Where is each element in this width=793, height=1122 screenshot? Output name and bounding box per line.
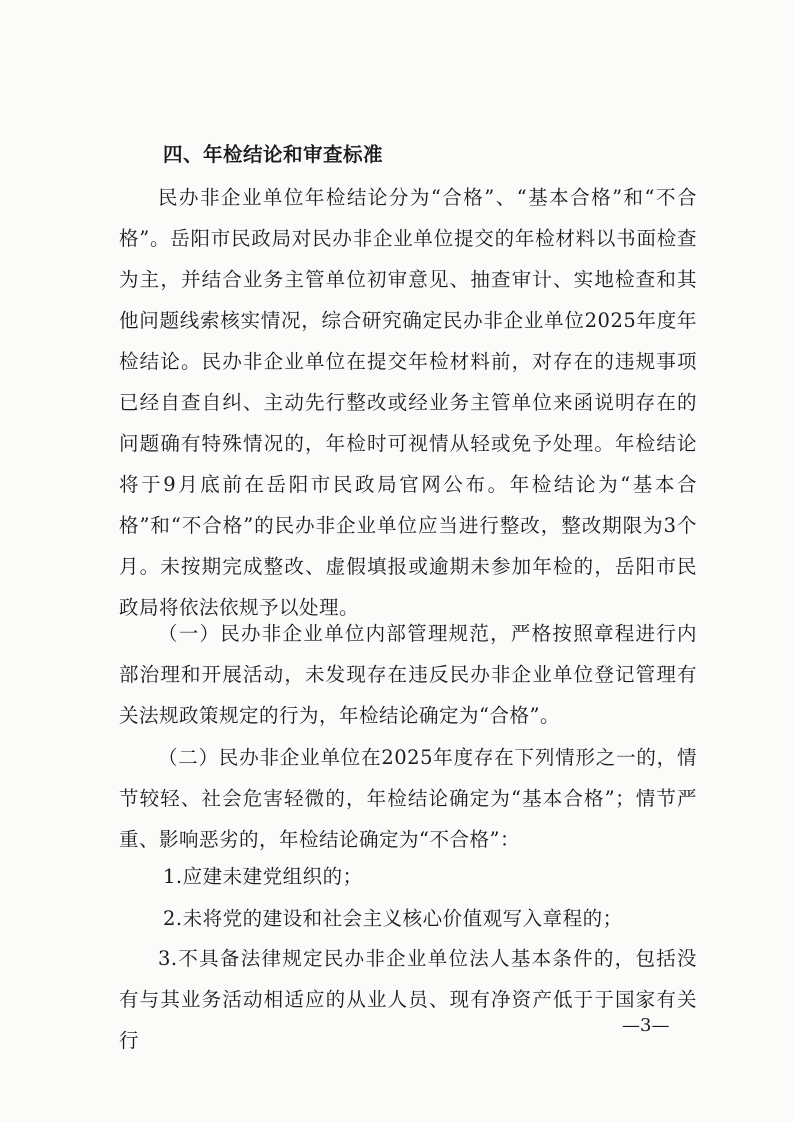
- paragraph-conclusion-overview: 民办非企业单位年检结论分为“合格”、“基本合格”和“不合格”。岳阳市民政局对民办非企业单位提交的年检材料以书面检查为主，并结合业务主管单位初审意见、抽查审计、实地检查和其他问题线索核实情况，综合研究确定民办非企业单位2025年度年检结论。民办非企业单位在提交年检材料前，对存在的违规事项已经自查自纠、主动先行整改或经业务主管单位来函说明存在的问题确有特殊情况的，年检时可视情从轻或免予处理。年检结论将于9月底前在岳阳市民政局官网公布。年检结论为“基本合格”和“不合格”的民办非企业单位应当进行整改，整改期限为3个月。未按期完成整改、虚假填报或逾期未参加年检的，岳阳市民政局将依法依规予以处理。: [119, 186, 697, 619]
- list-item: 3.不具备法律规定民办非企业单位法人基本条件的，包括没有与其业务活动相适应的从业人员、现有净资产低于于国家有关行: [119, 947, 697, 1052]
- paragraph-basic-qualified: （二）民办非企业单位在2025年度存在下列情形之一的，情节较轻、社会危害轻微的，年检结论确定为“基本合格”；情节严重、影响恶劣的，年检结论确定为“不合格”：: [119, 746, 697, 851]
- page-number: —3—: [622, 1015, 670, 1036]
- list-item: 1.应建未建党组织的；: [163, 865, 363, 888]
- paragraph-qualified: （一）民办非企业单位内部管理规范，严格按照章程进行内部治理和开展活动，未发现存在违反民办非企业单位登记管理有关法规政策规定的行为，年检结论确定为“合格”。: [119, 622, 697, 727]
- list-item: 2.未将党的建设和社会主义核心价值观写入章程的；: [163, 907, 623, 930]
- section-heading: 四、年检结论和审查标准: [163, 143, 384, 166]
